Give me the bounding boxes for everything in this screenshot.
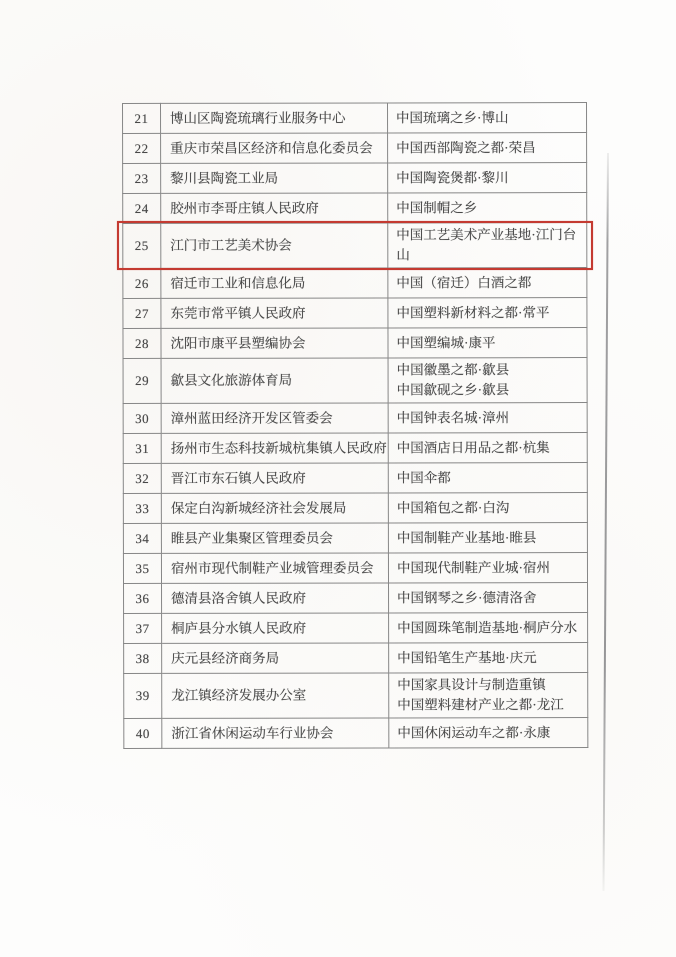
designation-title-cell [388,433,587,463]
designation-title-cell [388,328,587,358]
designation-title-line: 中国歙砚之乡·歙县 [396,382,510,398]
row-number-cell: 24 [123,193,161,223]
row-number-cell: 31 [123,433,161,463]
designation-title-line: 中国工艺美术产业基地·江门台山 [396,227,577,263]
table-row [124,673,588,719]
row-number-cell: 35 [123,553,161,583]
organization-cell: 沈阳市康平县塑编协会 [161,328,388,358]
designation-title-cell [388,523,587,553]
designation-list-table [122,102,588,749]
designation-title-line: 中国钟表名城·漳州 [396,409,510,425]
table-row [123,463,587,494]
row-number-cell: 37 [124,613,162,643]
designation-title-cell [389,613,588,643]
table-row [123,268,587,299]
organization-cell: 宿州市现代制鞋产业城管理委员会 [161,553,388,583]
row-number-cell: 22 [123,133,161,163]
organization-cell: 江门市工艺美术协会 [161,223,388,268]
designation-title-cell [388,223,587,268]
designation-title-cell [389,673,588,718]
designation-title-cell [388,103,587,133]
table-row [123,328,587,359]
designation-title-cell [388,553,587,583]
designation-title-line: 中国酒店日用品之都·杭集 [396,439,550,455]
row-number-cell: 28 [123,328,161,358]
designation-title-line: 中国铅笔生产基地·庆元 [397,649,537,665]
designation-title-cell [388,193,587,223]
row-number-cell: 30 [123,403,161,433]
designation-title-line: 中国塑料新材料之都·常平 [396,304,550,320]
table-row [123,553,587,584]
designation-title-line: 中国塑料建材产业之都·龙江 [397,697,564,713]
table-row [123,298,587,329]
organization-cell: 浙江省休闲运动车行业协会 [162,718,389,748]
designation-title-line: 中国琉璃之乡·博山 [396,109,509,125]
designation-title-line: 中国伞都 [396,469,451,485]
designation-title-line: 中国休闲运动车之都·永康 [397,724,551,740]
row-number-cell: 39 [124,673,162,718]
row-number-cell: 40 [124,718,162,748]
table-row [124,718,588,749]
designation-title-line: 中国现代制鞋产业城·宿州 [396,559,550,575]
row-number-cell: 36 [124,583,162,613]
organization-cell: 龙江镇经济发展办公室 [162,673,389,718]
table-row [123,403,587,434]
designation-title-line: 中国塑编城·康平 [396,334,496,350]
designation-title-cell [388,133,587,163]
row-number-cell: 33 [123,493,161,523]
table-row [124,583,588,614]
designation-title-cell [389,583,588,613]
organization-cell: 扬州市生态科技新城杭集镇人民政府 [161,433,388,463]
organization-cell: 保定白沟新城经济社会发展局 [161,493,388,523]
designation-title-cell [388,358,587,403]
organization-cell: 庆元县经济商务局 [162,643,389,673]
row-number-cell: 27 [123,298,161,328]
designation-title-cell [389,643,588,673]
table-row [124,613,588,644]
table-row [123,163,587,194]
row-number-cell: 38 [124,643,162,673]
organization-cell: 黎川县陶瓷工业局 [161,163,388,193]
row-number-cell: 32 [123,463,161,493]
designation-title-cell [388,163,587,193]
designation-title-line: 中国西部陶瓷之都·荣昌 [396,139,536,155]
designation-title-line: 中国陶瓷煲都·黎川 [396,169,509,185]
organization-cell: 宿迁市工业和信息化局 [161,268,388,298]
table-row [123,358,587,404]
table-row [123,493,587,524]
row-number-cell: 26 [123,268,161,298]
table-row [123,133,587,164]
designation-title-line: 中国制帽之乡 [396,199,478,215]
organization-cell: 漳州蓝田经济开发区管委会 [161,403,388,433]
organization-cell: 歙县文化旅游体育局 [161,358,388,403]
organization-cell: 德清县洛舍镇人民政府 [162,583,389,613]
designation-title-line: 中国钢琴之乡·德清洛舍 [397,589,537,605]
table-row [123,523,587,554]
designation-title-line: 中国家具设计与制造重镇 [397,677,546,693]
designation-title-cell [388,298,587,328]
table-row [123,193,587,224]
table-row [124,643,588,674]
table-body [123,103,588,749]
designation-title-cell [388,493,587,523]
row-number-cell: 29 [123,358,161,403]
designation-title-line: 中国箱包之都·白沟 [396,499,510,515]
organization-cell: 重庆市荣昌区经济和信息化委员会 [161,133,388,163]
row-number-cell: 25 [123,223,161,268]
designation-title-line: 中国圆珠笔制造基地·桐庐分水 [397,619,578,635]
designation-title-cell [388,463,587,493]
organization-cell: 晋江市东石镇人民政府 [161,463,388,493]
table-row [123,103,587,134]
paper-edge [602,153,608,891]
designation-title-cell [388,268,587,298]
designation-title-cell [388,403,587,433]
organization-cell: 睢县产业集聚区管理委员会 [161,523,388,553]
designation-title-line: 中国徽墨之都·歙县 [396,362,510,378]
organization-cell: 桐庐县分水镇人民政府 [162,613,389,643]
organization-cell: 博山区陶瓷琉璃行业服务中心 [161,103,388,133]
row-number-cell: 34 [123,523,161,553]
organization-cell: 胶州市李哥庄镇人民政府 [161,193,388,223]
row-number-cell: 21 [123,103,161,133]
table-row [123,433,587,464]
designation-title-line: 中国制鞋产业基地·睢县 [396,529,537,545]
table-row [123,223,587,269]
designation-title-line: 中国（宿迁）白酒之都 [396,274,532,290]
organization-cell: 东莞市常平镇人民政府 [161,298,388,328]
designation-title-cell [389,718,588,748]
row-number-cell: 23 [123,163,161,193]
